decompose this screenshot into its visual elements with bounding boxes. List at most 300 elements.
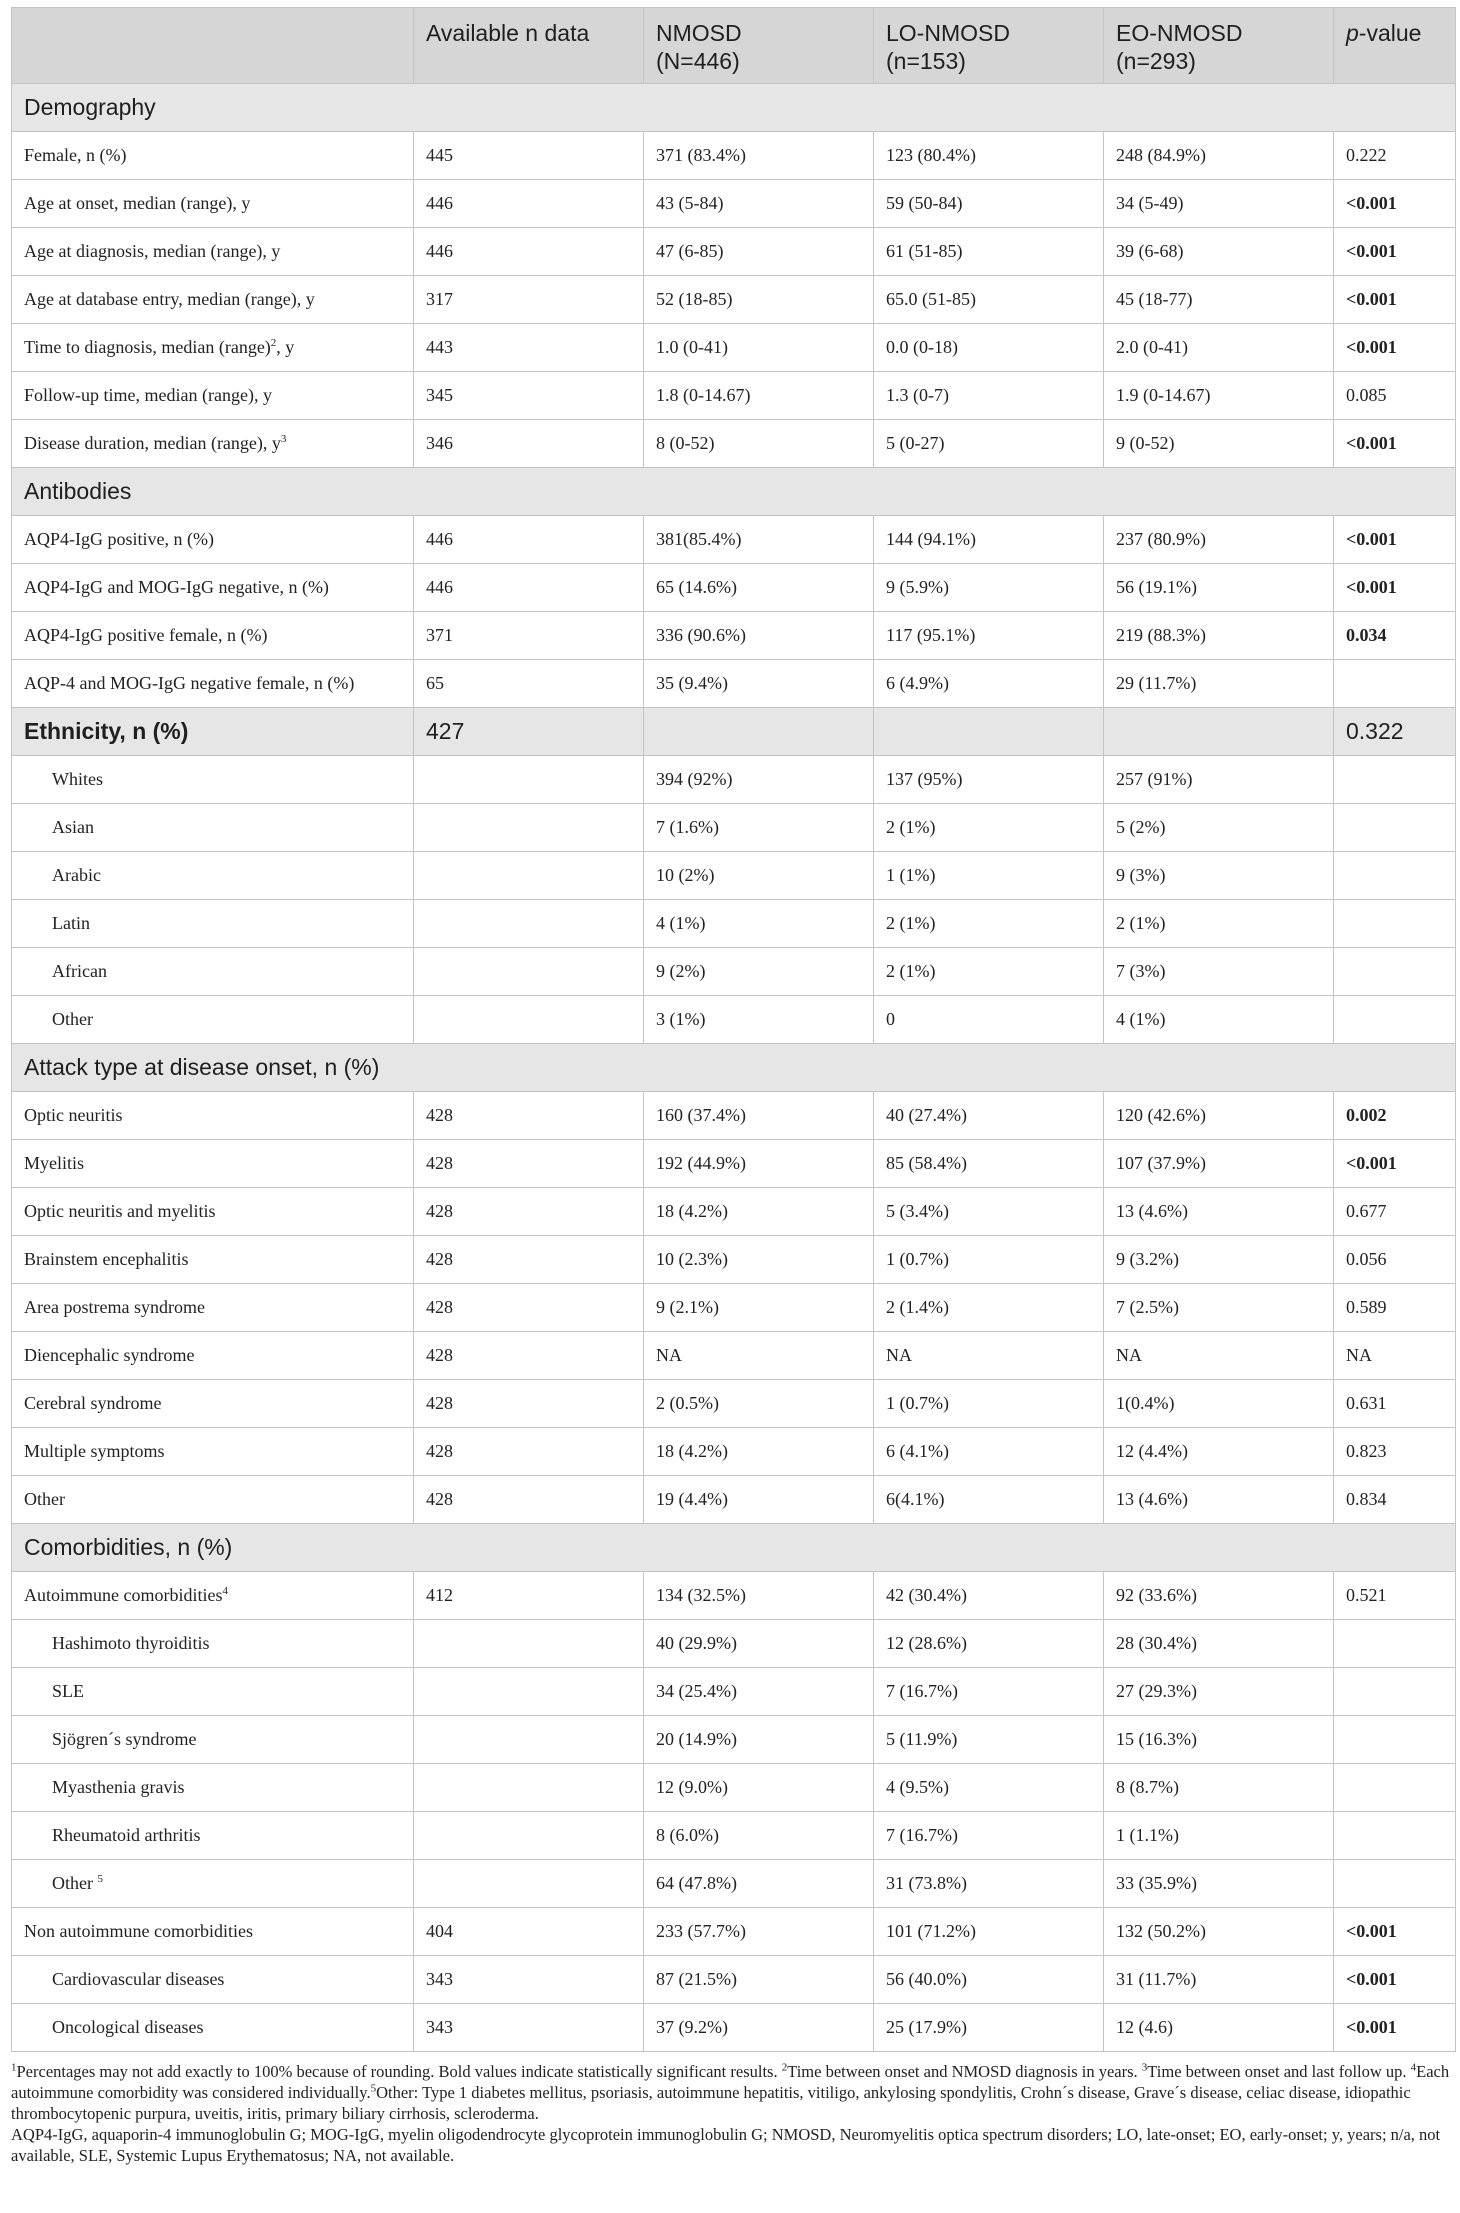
cell-lo-nmosd: 85 (58.4%) <box>874 1140 1104 1188</box>
cell-lo-nmosd: 6 (4.1%) <box>874 1428 1104 1476</box>
cell-available: 412 <box>414 1572 644 1620</box>
row-label <box>12 1092 414 1140</box>
cell-eo-nmosd: 27 (29.3%) <box>1104 1668 1334 1716</box>
cell-lo-nmosd: 1 (1%) <box>874 852 1104 900</box>
row-label-text: Brainstem encephalitis <box>24 1249 189 1269</box>
table-row <box>12 1140 1456 1188</box>
footnote-mark: 2 <box>270 337 277 349</box>
cell-lo-nmosd: 5 (3.4%) <box>874 1188 1104 1236</box>
cell-nmosd: 40 (29.9%) <box>644 1620 874 1668</box>
header-available: Available n data <box>414 8 644 84</box>
cell-eo-nmosd: 9 (3.2%) <box>1104 1236 1334 1284</box>
cell-available: 428 <box>414 1476 644 1524</box>
cell-eo-nmosd: 15 (16.3%) <box>1104 1716 1334 1764</box>
row-label <box>12 1668 414 1716</box>
table-row <box>12 1812 1456 1860</box>
cell-available: 446 <box>414 180 644 228</box>
cell-nmosd: 9 (2.1%) <box>644 1284 874 1332</box>
cell-nmosd: 8 (6.0%) <box>644 1812 874 1860</box>
table-row <box>12 756 1456 804</box>
data-table <box>11 7 1456 2052</box>
cell-lo-nmosd: 2 (1%) <box>874 948 1104 996</box>
cell-nmosd: 47 (6-85) <box>644 228 874 276</box>
cell-available <box>414 1812 644 1860</box>
cell-eo-nmosd: 257 (91%) <box>1104 756 1334 804</box>
table-row <box>12 1956 1456 2004</box>
section-demography <box>12 84 1456 132</box>
row-label-text: Cerebral syndrome <box>24 1393 162 1413</box>
row-label <box>12 1380 414 1428</box>
table-row <box>12 1428 1456 1476</box>
cell-p-value <box>1334 1812 1456 1860</box>
row-label-text: African <box>52 961 107 981</box>
footnote-mark: 4 <box>222 1585 228 1597</box>
row-label <box>12 1908 414 1956</box>
row-label-text: Multiple symptoms <box>24 1441 165 1461</box>
row-label-text: Arabic <box>52 865 101 885</box>
table-row <box>12 900 1456 948</box>
cell-lo-nmosd: 4 (9.5%) <box>874 1764 1104 1812</box>
cell-lo-nmosd: 144 (94.1%) <box>874 516 1104 564</box>
footnote-mark: 2 <box>781 2061 788 2074</box>
cell-lo-nmosd: 0.0 (0-18) <box>874 324 1104 372</box>
row-label <box>12 948 414 996</box>
cell-eo-nmosd: 34 (5-49) <box>1104 180 1334 228</box>
cell-nmosd: 8 (0-52) <box>644 420 874 468</box>
cell-eo-nmosd: 1.9 (0-14.67) <box>1104 372 1334 420</box>
cell-lo-nmosd: 59 (50-84) <box>874 180 1104 228</box>
row-label <box>12 1716 414 1764</box>
footnote-mark: 1 <box>11 2061 17 2074</box>
cell-lo-nmosd: 1 (0.7%) <box>874 1236 1104 1284</box>
row-label <box>12 1236 414 1284</box>
header-lo-name: LO-NMOSD <box>886 20 1010 46</box>
row-label-text: Rheumatoid arthritis <box>52 1825 201 1845</box>
cell-lo-nmosd: 25 (17.9%) <box>874 2004 1104 2052</box>
cell-available <box>414 1668 644 1716</box>
row-label <box>12 1812 414 1860</box>
cell-p-value <box>1334 804 1456 852</box>
cell-eo-nmosd: 12 (4.4%) <box>1104 1428 1334 1476</box>
header-eo-name: EO-NMOSD <box>1116 20 1243 46</box>
table-row <box>12 948 1456 996</box>
cell-nmosd: 371 (83.4%) <box>644 132 874 180</box>
header-label <box>12 8 414 84</box>
cell-nmosd: 160 (37.4%) <box>644 1092 874 1140</box>
header-nmosd <box>644 8 874 84</box>
cell-lo-nmosd: 61 (51-85) <box>874 228 1104 276</box>
cell-p-value: 0.521 <box>1334 1572 1456 1620</box>
table-row <box>12 1092 1456 1140</box>
cell-p-value <box>1334 1764 1456 1812</box>
cell-nmosd: 233 (57.7%) <box>644 1908 874 1956</box>
section-title: Comorbidities, n (%) <box>12 1524 1456 1572</box>
cell-p-value: 0.631 <box>1334 1380 1456 1428</box>
cell-lo-nmosd: 40 (27.4%) <box>874 1092 1104 1140</box>
cell-p-value <box>1334 1668 1456 1716</box>
cell-available: 428 <box>414 1140 644 1188</box>
cell-available: 345 <box>414 372 644 420</box>
cell-eo-nmosd: 92 (33.6%) <box>1104 1572 1334 1620</box>
cell-eo-nmosd: 237 (80.9%) <box>1104 516 1334 564</box>
row-label-text: Myasthenia gravis <box>52 1777 185 1797</box>
row-label-text: Optic neuritis and myelitis <box>24 1201 216 1221</box>
cell-eo-nmosd: 5 (2%) <box>1104 804 1334 852</box>
row-label <box>12 1476 414 1524</box>
row-label <box>12 660 414 708</box>
cell-p-value: <0.001 <box>1334 1956 1456 2004</box>
table-row <box>12 1620 1456 1668</box>
section-title: Antibodies <box>12 468 1456 516</box>
footnote-5: Other: Type 1 diabetes mellitus, psoriasis, autoimmune hepatitis, vitiligo, ankylosing spondylitis, Crohn´s disease, Grave´s disease, celiac disease, idiopathic thrombocytopenic purpura, uveitis, iritis, primary biliary cirrhosis, scleroderma. <box>11 2083 1411 2123</box>
cell-available: 428 <box>414 1380 644 1428</box>
row-label-text: Follow-up time, median (range), y <box>24 385 272 405</box>
cell-p-value: 0.677 <box>1334 1188 1456 1236</box>
cell-available: 343 <box>414 1956 644 2004</box>
cell-p-value <box>1334 1620 1456 1668</box>
cell-p-value: 0.834 <box>1334 1476 1456 1524</box>
row-label-text: AQP-4 and MOG-IgG negative female, n (%) <box>24 673 355 693</box>
footnote-mark: 4 <box>1410 2061 1417 2074</box>
row-label-text: Cardiovascular diseases <box>52 1969 225 1989</box>
cell-nmosd: 2 (0.5%) <box>644 1380 874 1428</box>
cell-nmosd: 381(85.4%) <box>644 516 874 564</box>
cell-available: 371 <box>414 612 644 660</box>
row-label-text: Female, n (%) <box>24 145 127 165</box>
cell-nmosd: 18 (4.2%) <box>644 1188 874 1236</box>
header-p-value <box>1334 8 1456 84</box>
cell-lo-nmosd: 42 (30.4%) <box>874 1572 1104 1620</box>
cell-available: 428 <box>414 1332 644 1380</box>
table-row <box>12 1332 1456 1380</box>
cell-lo-nmosd: 6 (4.9%) <box>874 660 1104 708</box>
table-row <box>12 324 1456 372</box>
row-label-text: Other <box>52 1009 93 1029</box>
footnotes <box>11 2061 1455 2166</box>
cell-eo-nmosd: 13 (4.6%) <box>1104 1188 1334 1236</box>
row-label <box>12 1956 414 2004</box>
table-row <box>12 372 1456 420</box>
cell-eo-nmosd: 7 (3%) <box>1104 948 1334 996</box>
row-label-suffix: , y <box>276 337 295 357</box>
cell-eo-nmosd: 9 (0-52) <box>1104 420 1334 468</box>
cell-nmosd: 336 (90.6%) <box>644 612 874 660</box>
cell-nmosd: 10 (2%) <box>644 852 874 900</box>
cell-eo-nmosd: 56 (19.1%) <box>1104 564 1334 612</box>
row-label-text: Age at onset, median (range), y <box>24 193 251 213</box>
row-label <box>12 996 414 1044</box>
section-available: 427 <box>414 708 644 756</box>
cell-nmosd: 134 (32.5%) <box>644 1572 874 1620</box>
table-row <box>12 1668 1456 1716</box>
row-label-text: AQP4-IgG positive female, n (%) <box>24 625 268 645</box>
header-row <box>12 8 1456 84</box>
header-lo-nmosd <box>874 8 1104 84</box>
row-label-text: SLE <box>52 1681 85 1701</box>
footnote-mark: 3 <box>1141 2061 1148 2074</box>
cell-p-value: 0.222 <box>1334 132 1456 180</box>
table-row <box>12 1908 1456 1956</box>
row-label <box>12 756 414 804</box>
footnote-2: Time between onset and NMOSD diagnosis in years. <box>787 2062 1142 2081</box>
cell-lo-nmosd: NA <box>874 1332 1104 1380</box>
cell-eo-nmosd: NA <box>1104 1332 1334 1380</box>
table-row <box>12 660 1456 708</box>
row-label-text: Area postrema syndrome <box>24 1297 205 1317</box>
row-label-text: Oncological diseases <box>52 2017 204 2037</box>
cell-lo-nmosd: 0 <box>874 996 1104 1044</box>
header-eo-n: (n=293) <box>1116 48 1196 74</box>
cell-p-value <box>1334 1860 1456 1908</box>
cell-eo-nmosd: 4 (1%) <box>1104 996 1334 1044</box>
row-label <box>12 1860 414 1908</box>
cell-nmosd: 37 (9.2%) <box>644 2004 874 2052</box>
footnote-mark: 5 <box>370 2082 377 2095</box>
row-label-text: Age at diagnosis, median (range), y <box>24 241 281 261</box>
cell-p-value: <0.001 <box>1334 2004 1456 2052</box>
row-label-text: Disease duration, median (range), y <box>24 433 281 453</box>
cell-nmosd: 19 (4.4%) <box>644 1476 874 1524</box>
cell-lo-nmosd: 137 (95%) <box>874 756 1104 804</box>
table-row <box>12 1476 1456 1524</box>
row-label-text: Other <box>52 1873 98 1893</box>
cell-lo-nmosd: 65.0 (51-85) <box>874 276 1104 324</box>
cell-lo-nmosd: 123 (80.4%) <box>874 132 1104 180</box>
cell-lo-nmosd: 2 (1%) <box>874 804 1104 852</box>
cell-available: 445 <box>414 132 644 180</box>
table-row <box>12 276 1456 324</box>
row-label-text: Sjögren´s syndrome <box>52 1729 197 1749</box>
cell-p-value <box>1334 660 1456 708</box>
cell-available: 428 <box>414 1092 644 1140</box>
cell-available <box>414 1716 644 1764</box>
cell-nmosd: 4 (1%) <box>644 900 874 948</box>
cell-lo-nmosd: 56 (40.0%) <box>874 1956 1104 2004</box>
row-label <box>12 900 414 948</box>
cell-p-value: 0.002 <box>1334 1092 1456 1140</box>
cell-available: 346 <box>414 420 644 468</box>
cell-eo-nmosd: 248 (84.9%) <box>1104 132 1334 180</box>
header-eo-nmosd <box>1104 8 1334 84</box>
cell-eo-nmosd: 1(0.4%) <box>1104 1380 1334 1428</box>
row-label <box>12 372 414 420</box>
cell-nmosd: 43 (5-84) <box>644 180 874 228</box>
cell-lo-nmosd: 2 (1%) <box>874 900 1104 948</box>
cell-p-value: <0.001 <box>1334 1140 1456 1188</box>
cell-available: 428 <box>414 1284 644 1332</box>
row-label <box>12 1188 414 1236</box>
row-label-text: Whites <box>52 769 103 789</box>
section-empty <box>644 708 874 756</box>
section-empty <box>1104 708 1334 756</box>
footnote-3: Time between onset and last follow up. <box>1147 2062 1411 2081</box>
section-title: Ethnicity, n (%) <box>12 708 414 756</box>
row-label-text: Autoimmune comorbidities <box>24 1585 223 1605</box>
cell-available <box>414 948 644 996</box>
row-label <box>12 564 414 612</box>
cell-p-value: 0.085 <box>1334 372 1456 420</box>
cell-eo-nmosd: 8 (8.7%) <box>1104 1764 1334 1812</box>
row-label-text: Age at database entry, median (range), y <box>24 289 315 309</box>
cell-p-value: NA <box>1334 1332 1456 1380</box>
table-row <box>12 2004 1456 2052</box>
cell-eo-nmosd: 13 (4.6%) <box>1104 1476 1334 1524</box>
cell-p-value: <0.001 <box>1334 180 1456 228</box>
cell-eo-nmosd: 28 (30.4%) <box>1104 1620 1334 1668</box>
cell-eo-nmosd: 45 (18-77) <box>1104 276 1334 324</box>
cell-eo-nmosd: 2 (1%) <box>1104 900 1334 948</box>
cell-available: 428 <box>414 1428 644 1476</box>
table-row <box>12 228 1456 276</box>
table-row <box>12 1188 1456 1236</box>
row-label <box>12 1764 414 1812</box>
cell-p-value <box>1334 852 1456 900</box>
section-comorbidities <box>12 1524 1456 1572</box>
cell-lo-nmosd: 7 (16.7%) <box>874 1668 1104 1716</box>
table-row <box>12 612 1456 660</box>
table-row <box>12 804 1456 852</box>
cell-available: 428 <box>414 1188 644 1236</box>
table-row <box>12 1716 1456 1764</box>
cell-available <box>414 756 644 804</box>
table-row <box>12 1380 1456 1428</box>
row-label-text: Other <box>24 1489 65 1509</box>
cell-available: 446 <box>414 516 644 564</box>
cell-p-value: <0.001 <box>1334 228 1456 276</box>
footnote-mark: 5 <box>97 1873 103 1885</box>
cell-lo-nmosd: 117 (95.1%) <box>874 612 1104 660</box>
cell-eo-nmosd: 107 (37.9%) <box>1104 1140 1334 1188</box>
cell-available <box>414 852 644 900</box>
cell-available: 404 <box>414 1908 644 1956</box>
cell-nmosd: 87 (21.5%) <box>644 1956 874 2004</box>
cell-lo-nmosd: 6(4.1%) <box>874 1476 1104 1524</box>
cell-available <box>414 900 644 948</box>
row-label <box>12 1332 414 1380</box>
cell-available: 65 <box>414 660 644 708</box>
cell-available <box>414 996 644 1044</box>
cell-nmosd: 35 (9.4%) <box>644 660 874 708</box>
cell-nmosd: 64 (47.8%) <box>644 1860 874 1908</box>
row-label-text: Time to diagnosis, median (range) <box>24 337 271 357</box>
cell-p-value: 0.056 <box>1334 1236 1456 1284</box>
row-label-text: AQP4-IgG and MOG-IgG negative, n (%) <box>24 577 329 597</box>
cell-p-value: <0.001 <box>1334 324 1456 372</box>
cell-lo-nmosd: 9 (5.9%) <box>874 564 1104 612</box>
row-label <box>12 1620 414 1668</box>
table-row <box>12 516 1456 564</box>
cell-nmosd: 20 (14.9%) <box>644 1716 874 1764</box>
row-label <box>12 1284 414 1332</box>
row-label <box>12 276 414 324</box>
cell-p-value: 0.823 <box>1334 1428 1456 1476</box>
cell-p-value: <0.001 <box>1334 276 1456 324</box>
row-label <box>12 1572 414 1620</box>
cell-lo-nmosd: 1 (0.7%) <box>874 1380 1104 1428</box>
cell-eo-nmosd: 39 (6-68) <box>1104 228 1334 276</box>
footnote-4: Each autoimmune comorbidity was considered individually. <box>11 2062 1450 2102</box>
header-p-italic: p <box>1346 20 1359 46</box>
cell-eo-nmosd: 2.0 (0-41) <box>1104 324 1334 372</box>
row-label-text: Myelitis <box>24 1153 85 1173</box>
row-label <box>12 804 414 852</box>
cell-lo-nmosd: 101 (71.2%) <box>874 1908 1104 1956</box>
table-row <box>12 1236 1456 1284</box>
row-label <box>12 2004 414 2052</box>
cell-available: 446 <box>414 564 644 612</box>
header-nmosd-name: NMOSD <box>656 20 742 46</box>
cell-nmosd: 52 (18-85) <box>644 276 874 324</box>
cell-available <box>414 804 644 852</box>
section-empty <box>874 708 1104 756</box>
cell-p-value: <0.001 <box>1334 564 1456 612</box>
cell-nmosd: 12 (9.0%) <box>644 1764 874 1812</box>
row-label-text: Asian <box>52 817 94 837</box>
cell-lo-nmosd: 1.3 (0-7) <box>874 372 1104 420</box>
cell-nmosd: 394 (92%) <box>644 756 874 804</box>
cell-lo-nmosd: 7 (16.7%) <box>874 1812 1104 1860</box>
cell-eo-nmosd: 219 (88.3%) <box>1104 612 1334 660</box>
row-label-text: Optic neuritis <box>24 1105 123 1125</box>
cell-nmosd: NA <box>644 1332 874 1380</box>
row-label-text: Latin <box>52 913 90 933</box>
cell-lo-nmosd: 12 (28.6%) <box>874 1620 1104 1668</box>
row-label <box>12 516 414 564</box>
cell-lo-nmosd: 2 (1.4%) <box>874 1284 1104 1332</box>
table-row <box>12 420 1456 468</box>
table-row <box>12 1284 1456 1332</box>
row-label <box>12 228 414 276</box>
cell-lo-nmosd: 31 (73.8%) <box>874 1860 1104 1908</box>
table-row <box>12 996 1456 1044</box>
cell-eo-nmosd: 29 (11.7%) <box>1104 660 1334 708</box>
section-title: Demography <box>12 84 1456 132</box>
cell-eo-nmosd: 9 (3%) <box>1104 852 1334 900</box>
cell-available: 443 <box>414 324 644 372</box>
cell-p-value <box>1334 1716 1456 1764</box>
cell-available <box>414 1764 644 1812</box>
cell-available: 343 <box>414 2004 644 2052</box>
footnote-mark: 3 <box>280 433 287 445</box>
table-row <box>12 852 1456 900</box>
cell-nmosd: 7 (1.6%) <box>644 804 874 852</box>
cell-nmosd: 18 (4.2%) <box>644 1428 874 1476</box>
document <box>11 7 1455 2166</box>
cell-eo-nmosd: 120 (42.6%) <box>1104 1092 1334 1140</box>
row-label <box>12 852 414 900</box>
cell-available: 446 <box>414 228 644 276</box>
cell-p-value: <0.001 <box>1334 420 1456 468</box>
section-p-value: 0.322 <box>1334 708 1456 756</box>
row-label-text: AQP4-IgG positive, n (%) <box>24 529 214 549</box>
cell-eo-nmosd: 33 (35.9%) <box>1104 1860 1334 1908</box>
cell-available: 317 <box>414 276 644 324</box>
cell-eo-nmosd: 7 (2.5%) <box>1104 1284 1334 1332</box>
cell-p-value: <0.001 <box>1334 1908 1456 1956</box>
section-antibodies <box>12 468 1456 516</box>
table-row <box>12 1764 1456 1812</box>
cell-p-value: 0.589 <box>1334 1284 1456 1332</box>
abbreviations: AQP4-IgG, aquaporin-4 immunoglobulin G; MOG-IgG, myelin oligodendrocyte glycoprotein immunoglobulin G; NMOSD, Neuromyelitis optica spectrum disorders; LO, late-onset; EO, early-onset; y, years; n/a, not available, SLE, Systemic Lupus Erythematosus; NA, not available. <box>11 2125 1441 2165</box>
cell-p-value <box>1334 900 1456 948</box>
cell-p-value <box>1334 756 1456 804</box>
header-nmosd-n: (N=446) <box>656 48 740 74</box>
cell-nmosd: 10 (2.3%) <box>644 1236 874 1284</box>
row-label <box>12 324 414 372</box>
cell-nmosd: 34 (25.4%) <box>644 1668 874 1716</box>
cell-p-value <box>1334 948 1456 996</box>
cell-lo-nmosd: 5 (11.9%) <box>874 1716 1104 1764</box>
